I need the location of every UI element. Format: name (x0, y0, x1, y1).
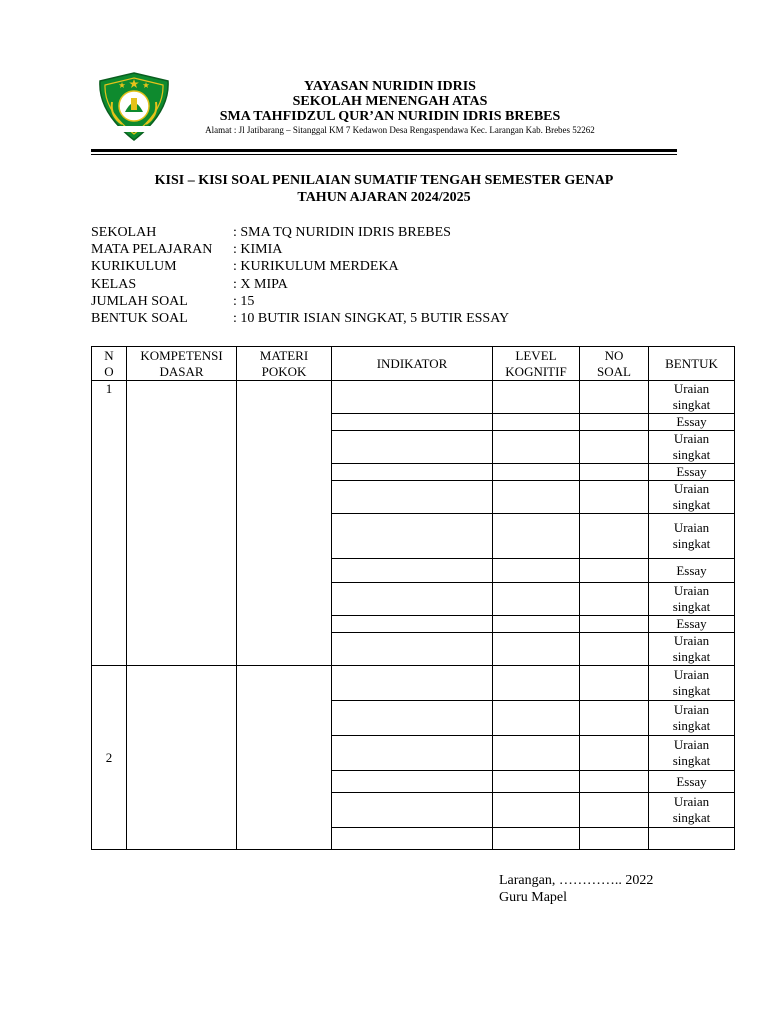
header-materi-pokok: MATERI POKOK (237, 347, 332, 381)
no-soal-cell (580, 559, 649, 583)
document-subtitle: TAHUN AJARAN 2024/2025 (297, 190, 471, 205)
level-kognitif-cell (493, 464, 580, 481)
info-value: : X MIPA (233, 277, 288, 292)
letterhead-divider-thick (91, 149, 677, 152)
bentuk-cell: Uraian singkat (649, 514, 735, 559)
level-kognitif-cell (493, 481, 580, 514)
indikator-cell (332, 481, 493, 514)
letterhead-divider-thin (91, 154, 677, 155)
materi-pokok-cell (237, 666, 332, 850)
bentuk-cell: Essay (649, 616, 735, 633)
indikator-cell (332, 633, 493, 666)
no-soal-cell (580, 431, 649, 464)
header-bentuk: BENTUK (649, 347, 735, 381)
header-no-soal: NO SOAL (580, 347, 649, 381)
bentuk-cell: Uraian singkat (649, 736, 735, 771)
level-kognitif-cell (493, 381, 580, 414)
no-soal-cell (580, 736, 649, 771)
level-kognitif-cell (493, 701, 580, 736)
document-title: KISI – KISI SOAL PENILAIAN SUMATIF TENGAH SEMESTER GENAP (154, 173, 614, 188)
info-label: KURIKULUM (91, 259, 177, 274)
indikator-cell (332, 771, 493, 793)
indikator-cell (332, 828, 493, 850)
header-indikator: INDIKATOR (332, 347, 493, 381)
level-kognitif-cell (493, 559, 580, 583)
indikator-cell (332, 736, 493, 771)
info-value: : 10 BUTIR ISIAN SINGKAT, 5 BUTIR ESSAY (233, 311, 510, 326)
signature-block (499, 872, 653, 906)
indikator-cell (332, 583, 493, 616)
indikator-cell (332, 666, 493, 701)
bentuk-cell: Uraian singkat (649, 633, 735, 666)
info-value: : SMA TQ NURIDIN IDRIS BREBES (233, 225, 451, 240)
bentuk-cell: Essay (649, 559, 735, 583)
info-label: MATA PELAJARAN (91, 242, 213, 257)
info-value: : KURIKULUM MERDEKA (233, 259, 399, 274)
row-number: 2 (92, 666, 127, 850)
bentuk-cell: Uraian singkat (649, 381, 735, 414)
level-kognitif-cell (493, 583, 580, 616)
signature-role: Guru Mapel (499, 890, 568, 905)
header-level-kognitif: LEVEL KOGNITIF (493, 347, 580, 381)
indikator-cell (332, 701, 493, 736)
bentuk-cell: Essay (649, 414, 735, 431)
kompetensi-dasar-cell (127, 381, 237, 666)
header-kompetensi-dasar: KOMPETENSI DASAR (127, 347, 237, 381)
no-soal-cell (580, 464, 649, 481)
indikator-cell (332, 793, 493, 828)
bentuk-cell: Essay (649, 771, 735, 793)
bentuk-cell: Uraian singkat (649, 583, 735, 616)
level-kognitif-cell (493, 771, 580, 793)
no-soal-cell (580, 481, 649, 514)
header-no: N O (92, 347, 127, 381)
level-kognitif-cell (493, 414, 580, 431)
table-row (92, 381, 735, 414)
no-soal-cell (580, 633, 649, 666)
bentuk-cell: Uraian singkat (649, 666, 735, 701)
bentuk-cell: Uraian singkat (649, 431, 735, 464)
level-kognitif-cell (493, 828, 580, 850)
level-kognitif-cell (493, 514, 580, 559)
materi-pokok-cell (237, 381, 332, 666)
info-value: : KIMIA (233, 242, 283, 257)
no-soal-cell (580, 414, 649, 431)
signature-place-date: Larangan, ………….. 2022 (499, 873, 654, 888)
info-label: BENTUK SOAL (91, 311, 188, 326)
table-row (92, 666, 735, 701)
indikator-cell (332, 559, 493, 583)
bentuk-cell (649, 828, 735, 850)
level-kognitif-cell (493, 431, 580, 464)
no-soal-cell (580, 514, 649, 559)
no-soal-cell (580, 793, 649, 828)
no-soal-cell (580, 771, 649, 793)
indikator-cell (332, 616, 493, 633)
school-address: Alamat : Jl Jatibarang – Sitanggal KM 7 Kedawon Desa Rengaspendawa Kec. Larangan Kab. Brebes 52262 (205, 125, 595, 135)
info-label: KELAS (91, 277, 137, 292)
indikator-cell (332, 464, 493, 481)
info-label: SEKOLAH (91, 225, 157, 240)
level-kognitif-cell (493, 616, 580, 633)
indikator-cell (332, 431, 493, 464)
level-kognitif-cell (493, 736, 580, 771)
row-number: 1 (92, 381, 127, 666)
no-soal-cell (580, 583, 649, 616)
kompetensi-dasar-cell (127, 666, 237, 850)
level-kognitif-cell (493, 633, 580, 666)
no-soal-cell (580, 701, 649, 736)
indikator-cell (332, 514, 493, 559)
indikator-cell (332, 381, 493, 414)
no-soal-cell (580, 666, 649, 701)
indikator-cell (332, 414, 493, 431)
table-body (92, 381, 735, 850)
school-level: SEKOLAH MENENGAH ATAS (292, 94, 488, 109)
no-soal-cell (580, 616, 649, 633)
kisi-table (91, 346, 735, 850)
bentuk-cell: Essay (649, 464, 735, 481)
level-kognitif-cell (493, 666, 580, 701)
table-header-row (92, 347, 735, 381)
no-soal-cell (580, 828, 649, 850)
info-value: : 15 (233, 294, 255, 309)
bentuk-cell: Uraian singkat (649, 481, 735, 514)
school-name: SMA TAHFIDZUL QUR’AN NURIDIN IDRIS BREBES (219, 109, 561, 124)
foundation-name: YAYASAN NURIDIN IDRIS (304, 79, 476, 94)
no-soal-cell (580, 381, 649, 414)
bentuk-cell: Uraian singkat (649, 793, 735, 828)
level-kognitif-cell (493, 793, 580, 828)
bentuk-cell: Uraian singkat (649, 701, 735, 736)
info-label: JUMLAH SOAL (91, 294, 188, 309)
